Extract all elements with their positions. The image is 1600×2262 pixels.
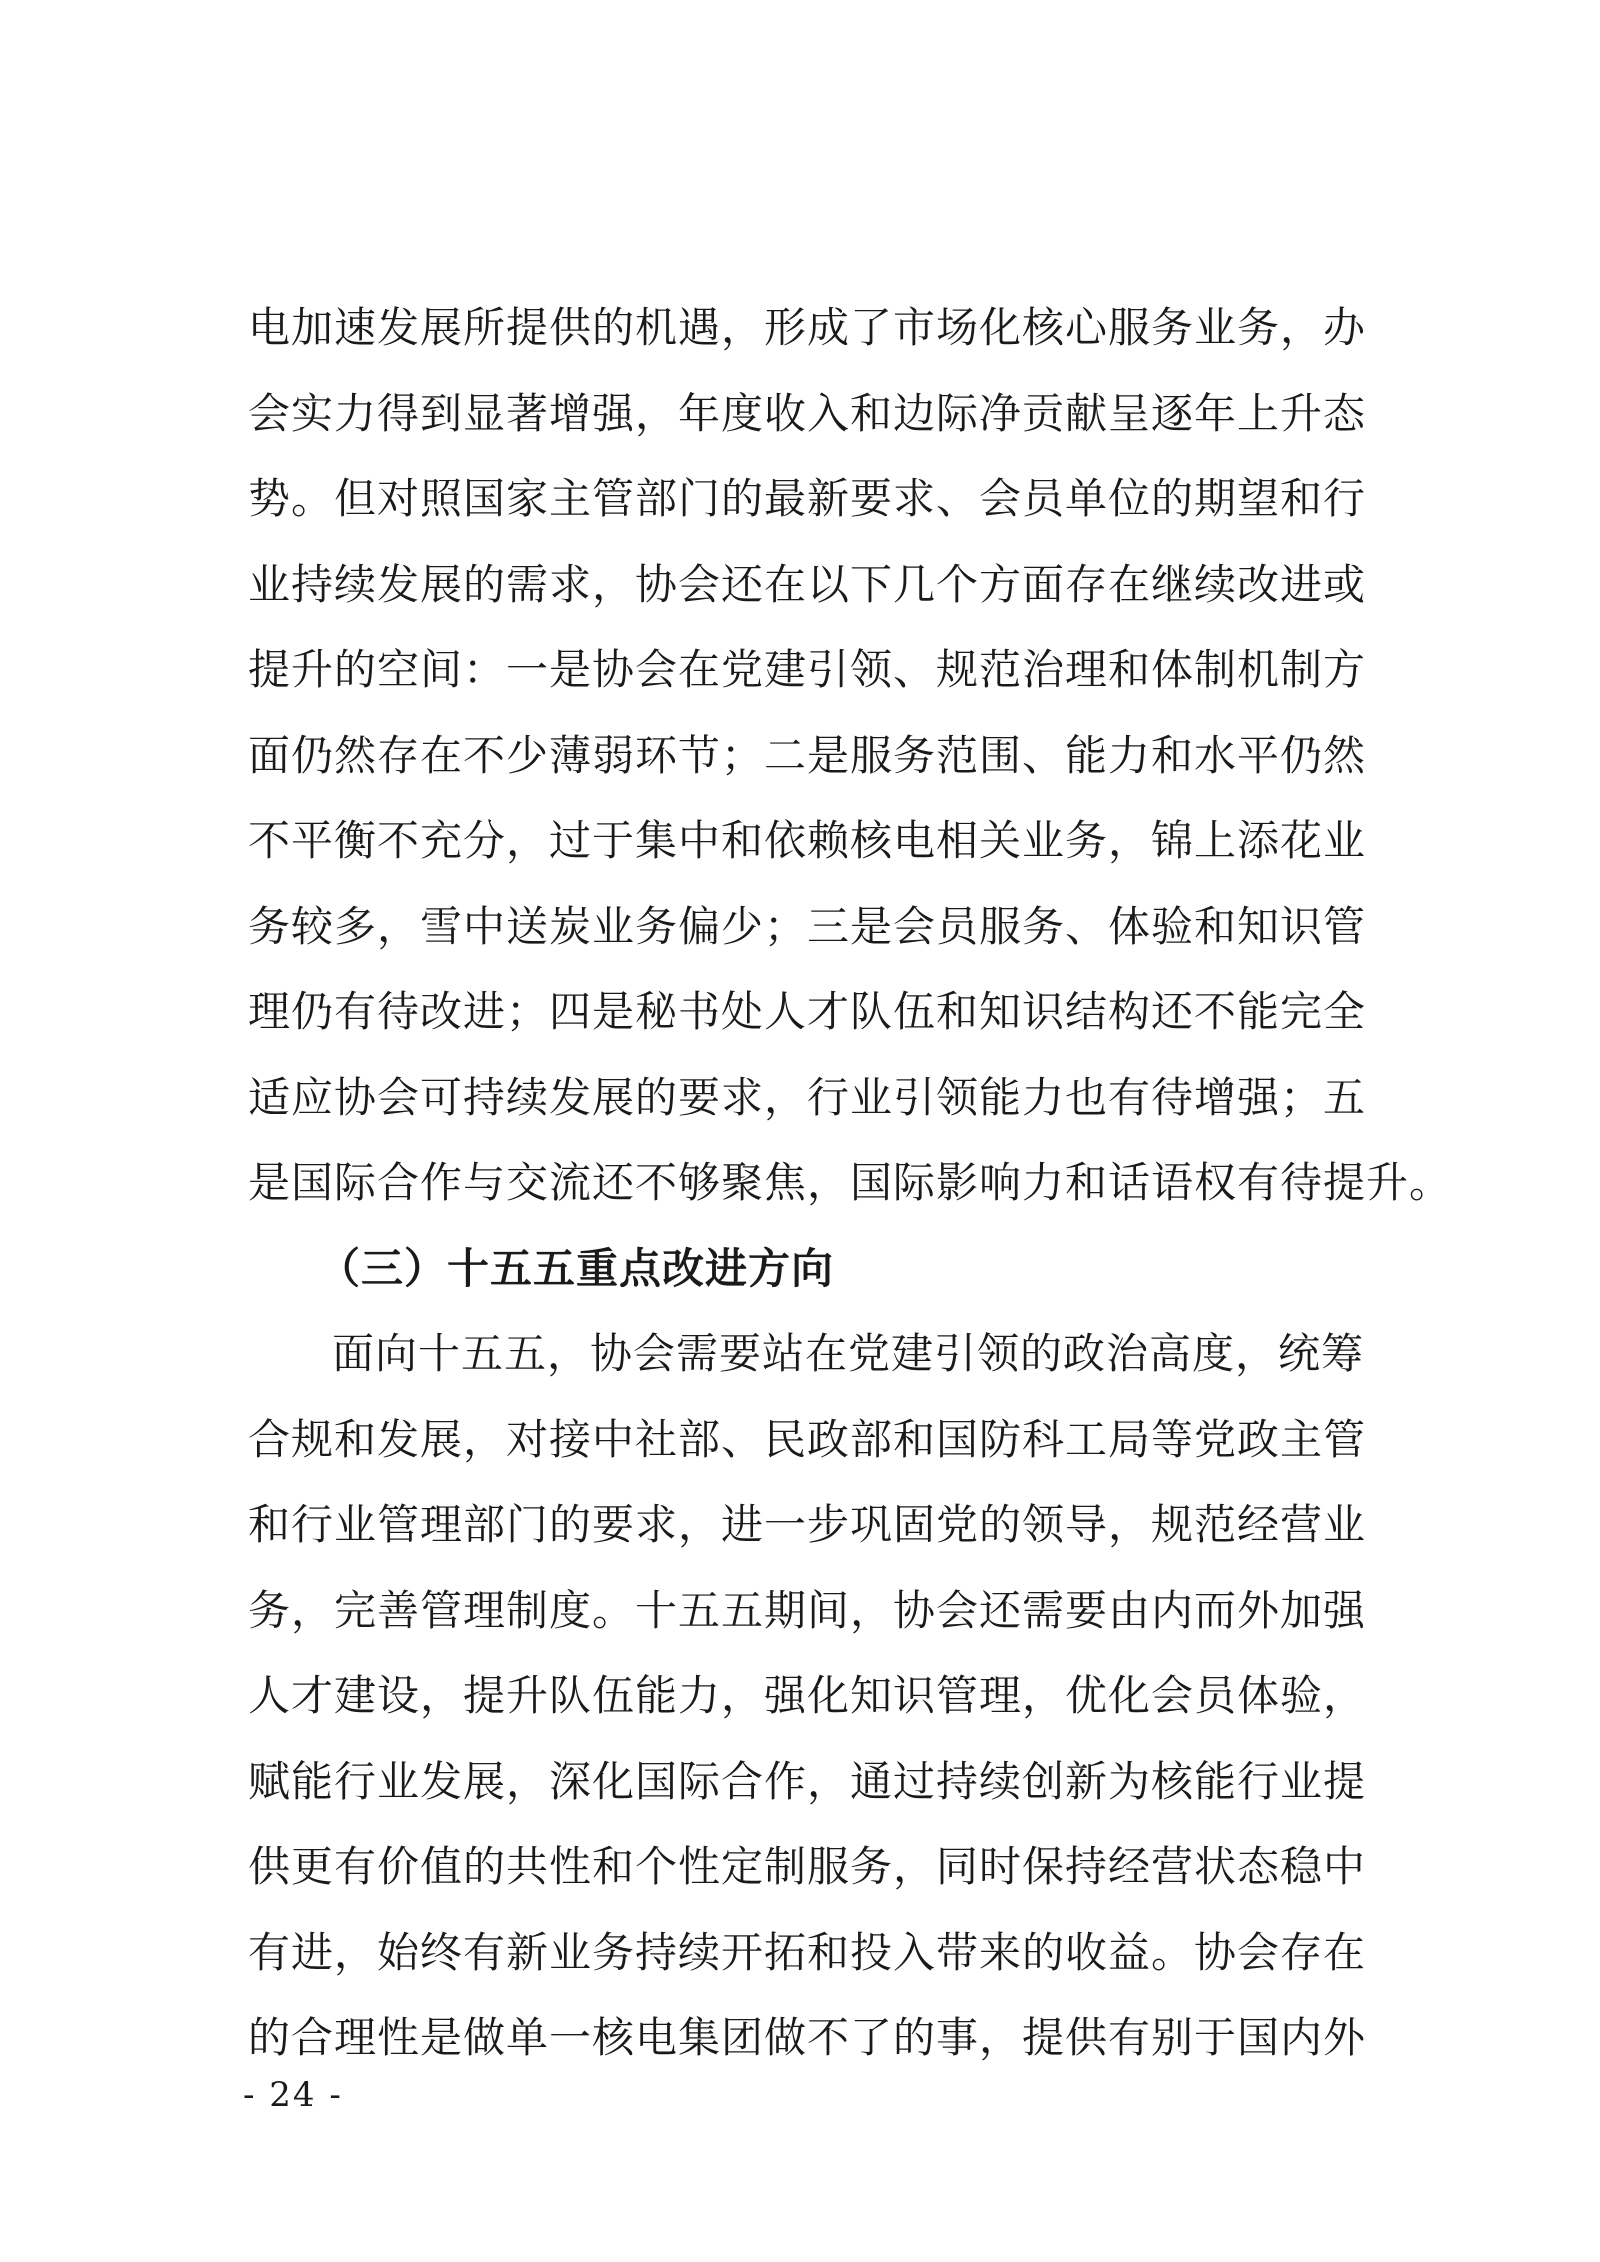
text-line: 人才建设，提升队伍能力，强化知识管理，优化会员体验， bbox=[248, 1671, 1367, 1720]
text-line: 供更有价值的共性和个性定制服务，同时保持经营状态稳中 bbox=[248, 1842, 1367, 1891]
text-line: 有进，始终有新业务持续开拓和投入带来的收益。协会存在 bbox=[248, 1927, 1367, 1977]
text-line: 和行业管理部门的要求，进一步巩固党的领导，规范经营业 bbox=[248, 1500, 1367, 1549]
text-line: 业持续发展的需求，协会还在以下几个方面存在继续改进或 bbox=[248, 559, 1367, 609]
page-number: - 24 - bbox=[243, 2075, 343, 2115]
body-text bbox=[248, 285, 1453, 2081]
text-line: 务，完善管理制度。十五五期间，协会还需要由内而外加强 bbox=[248, 1585, 1367, 1635]
text-line: 面向十五五，协会需要站在党建引领的政治高度，统筹 bbox=[332, 1329, 1365, 1378]
text-line: 适应协会可持续发展的要求，行业引领能力也有待增强；五 bbox=[248, 1072, 1367, 1122]
text-line: 理仍有待改进；四是秘书处人才队伍和知识结构还不能完全 bbox=[248, 987, 1367, 1036]
text-line: 会实力得到显著增强，年度收入和边际净贡献呈逐年上升态 bbox=[248, 388, 1367, 438]
text-line: 势。但对照国家主管部门的最新要求、会员单位的期望和行 bbox=[248, 474, 1367, 523]
text-line: 合规和发展，对接中社部、民政部和国防科工局等党政主管 bbox=[248, 1414, 1367, 1464]
text-line: 是国际合作与交流还不够聚焦，国际影响力和话语权有待提升。 bbox=[248, 1158, 1453, 1207]
text-line: 赋能行业发展，深化国际合作，通过持续创新为核能行业提 bbox=[248, 1756, 1367, 1806]
text-line: 提升的空间：一是协会在党建引领、规范治理和体制机制方 bbox=[248, 645, 1367, 694]
text-line: 的合理性是做单一核电集团做不了的事，提供有别于国内外 bbox=[248, 2013, 1367, 2062]
text-line: 不平衡不充分，过于集中和依赖核电相关业务，锦上添花业 bbox=[248, 816, 1367, 865]
text-line: 面仍然存在不少薄弱环节；二是服务范围、能力和水平仍然 bbox=[248, 730, 1367, 780]
text-line: 务较多，雪中送炭业务偏少；三是会员服务、体验和知识管 bbox=[248, 901, 1367, 951]
text-line: 电加速发展所提供的机遇，形成了市场化核心服务业务，办 bbox=[248, 303, 1367, 352]
section-heading: （三）十五五重点改进方向 bbox=[318, 1243, 835, 1293]
